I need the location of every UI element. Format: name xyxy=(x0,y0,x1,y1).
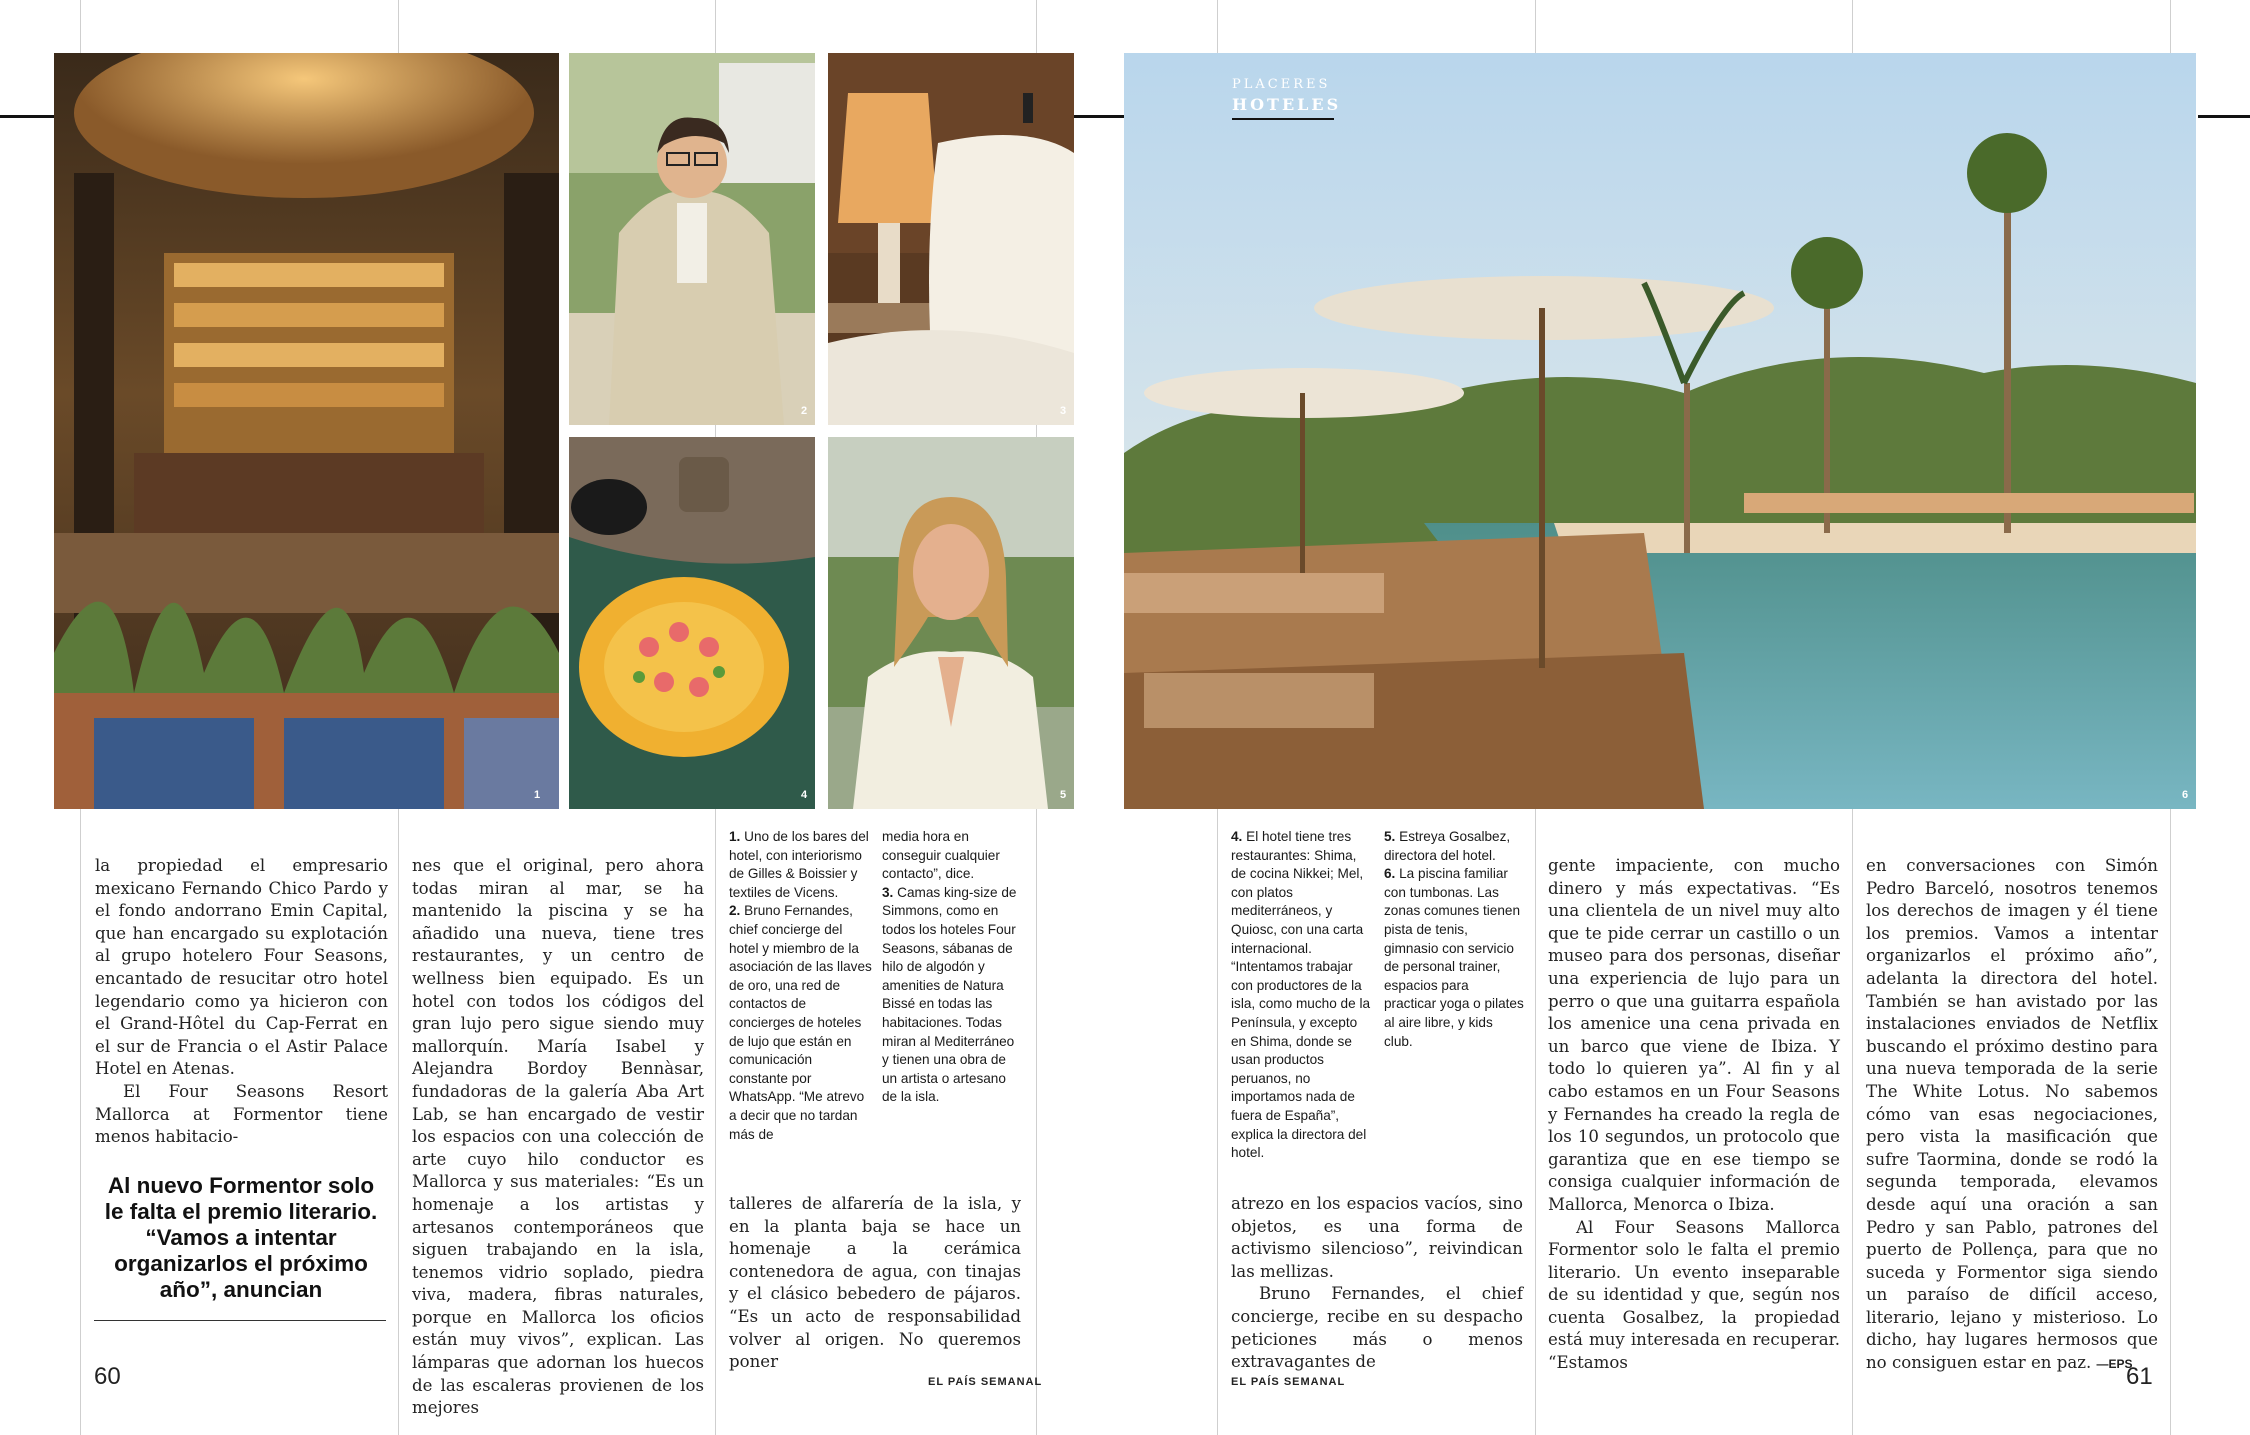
bar-interior-image xyxy=(54,53,559,809)
photo-bar-interior xyxy=(54,53,559,809)
photo-number: 1 xyxy=(534,789,541,801)
footer-masthead-right: EL PAÍS SEMANAL xyxy=(1231,1376,1346,1388)
caption-2-cont: media hora en conseguir cualquier contacto”, dice. xyxy=(882,829,1000,882)
dish-image xyxy=(569,437,815,809)
caption-5: 5. Estreya Gosalbez, directora del hotel. xyxy=(1384,829,1511,863)
footer-masthead-left: EL PAÍS SEMANAL xyxy=(928,1376,1043,1388)
bed-lamp-image xyxy=(828,53,1074,425)
photo-number: 3 xyxy=(1060,405,1067,417)
photo-bed-lamp xyxy=(828,53,1074,425)
concierge-image xyxy=(569,53,815,425)
paragraph: talleres de alfarería de la isla, y en la planta baja se hace un homenaje a la cerámica contenedora de agua, con tinajas y el clásico bebedero de pájaros. “Es un acto de responsabilidad volver al origen. No queremos poner xyxy=(729,1194,1021,1372)
photo-number: 4 xyxy=(801,789,808,801)
signoff: —EPS xyxy=(2096,1357,2133,1372)
caption-2: 2. Bruno Fernandes, chief concierge del hotel y miembro de la asociación de las llaves de oro, una red de contactos de concierges de hoteles de lujo que están en comunicación constante por WhatsApp. “Me atrevo a decir que no tardan más de xyxy=(729,903,872,1142)
caption-4: 4. El hotel tiene tres restaurantes: Shima, de cocina Nikkei; Mel, con platos mediterráneos, y Quiosc, con una carta internacional. “Intentamos trabajar con productores de la isla, como mucho de la Península, y excepto en Shima, donde se usan productos peruanos, no importamos nada de fuera de España”, explica la directora del hotel. xyxy=(1231,829,1371,1161)
section-kicker: PLACERES xyxy=(1232,77,1331,92)
body-column-1 xyxy=(95,855,388,1149)
paragraph: El Four Seasons Resort Mallorca at Formentor tiene menos habitacio- xyxy=(95,1081,388,1147)
photo-pool xyxy=(1124,53,2196,809)
paragraph: Bruno Fernandes, el chief concierge, recibe en su despacho peticiones más o menos extravagantes de xyxy=(1231,1284,1523,1372)
body-column-4 xyxy=(1231,1193,1523,1374)
header-rule-left xyxy=(0,115,54,118)
photo-number: 6 xyxy=(2182,789,2189,801)
body-column-2 xyxy=(412,855,704,1420)
paragraph: gente impaciente, con mucho dinero y más expectativas. “Es una clientela de un nivel muy alto que te pide cerrar un castillo o un museo para dos personas, diseñar una experiencia de lujo para un perro o que una guitarra española los amenice una cena privada en un barco que viene de Ibiza. Y todo lo quieren ya”. Al fin y al cabo estamos en un Four Seasons y Fernandes ha creado la regla de los 10 segundos, un protocolo que garantiza que en ese tiempo se consiga cualquier información de Mallorca, Menorca o Ibiza. xyxy=(1548,856,1840,1214)
photo-concierge-portrait xyxy=(569,53,815,425)
photo-director-portrait xyxy=(828,437,1074,809)
page-number-left: 60 xyxy=(94,1363,121,1390)
paragraph: nes que el original, pero ahora todas miran al mar, se ha mantenido la piscina y se ha añadido una nueva, tiene tres restaurantes, y un centro de wellness bien equipado. Es un hotel con todos los códigos del gran lujo pero sigue siendo muy mallorquín. María Isabel y Alejandra Bordoy Bennàsar, fundadoras de la galería Aba Art Lab, se han encargado de vestir los espacios con una colección de arte cuyo hilo conductor es Mallorca y sus materiales: “Es un homenaje a los artistas y artesanos contemporáneos que siguen trabajando en la isla, tenemos vidrio soplado, piedra viva, madera, fibras naturales, porque en Mallorca los oficios están muy vivos”, explican. Las lámparas que adornan los huecos de las escaleras provienen de los mejores xyxy=(412,856,704,1418)
paragraph: en conversaciones con Simón Pedro Barceló, nosotros tenemos los derechos de imagen y él tiene los premios. Vamos a intentar organizarlos el próximo año”, adelanta la directora del hotel. También se han avistado por las instalaciones enviados de Netflix buscando el próximo destino para una nueva temporada de la serie The White Lotus. No sabemos cómo van esas negociaciones, pero vista la masificación que sufre Taormina, donde se rodó la segunda temporada, elevamos desde aquí una oración a san Pedro y san Pablo, patrones del puerto de Pollença, para que no suceda y Formentor siga siendo un paraíso de difícil acceso, literario, lejano y misterioso. Lo dicho, hay lugares hermosos que no consiguen estar en paz. —EPS xyxy=(1866,856,2158,1373)
page-number-right: 61 xyxy=(2126,1363,2153,1390)
header-rule-center-left xyxy=(1072,115,1126,118)
caption-block-3 xyxy=(1231,828,1371,1163)
paragraph: atrezo en los espacios vacíos, sino objetos, es una forma de activismo silencioso”, reivindican las mellizas. xyxy=(1231,1194,1523,1281)
body-column-3 xyxy=(729,1193,1021,1374)
caption-6: 6. La piscina familiar con tumbonas. Las zonas comunes tienen pista de tenis, gimnasio con servicio de personal trainer, espacios para practicar yoga o pilates al aire libre, y kids club. xyxy=(1384,866,1524,1049)
caption-3: 3. Camas king-size de Simmons, como en todos los hoteles Four Seasons, sábanas de hilo de algodón y amenities de Natura Bissé en todas las habitaciones. Todas miran al Mediterráneo y tienen una obra de un artista o artesano de la isla. xyxy=(882,884,1017,1105)
header-rule-right xyxy=(2198,115,2250,118)
photo-number: 2 xyxy=(801,405,808,417)
caption-block-2 xyxy=(882,828,1022,1107)
paragraph: la propiedad el empresario mexicano Fernando Chico Pardo y el fondo andorrano Emin Capital, que han encargado su explotación al grupo hotelero Four Seasons, encantado de resucitar otro hotel legendario como ya hicieron con el Grand-Hôtel du Cap-Ferrat en el sur de Francia o el Astir Palace Hotel en Atenas. xyxy=(95,856,388,1079)
paragraph: Al Four Seasons Mallorca Formentor solo le falta el premio literario. Un evento inseparable de su identidad y que, según nos cuenta Gosalbez, la propiedad está muy interesada en recuperar. “Estamos xyxy=(1548,1217,1840,1373)
caption-1: 1. Uno de los bares del hotel, con interiorismo de Gilles & Boissier y textiles de Vicens. xyxy=(729,829,869,900)
body-column-5 xyxy=(1548,855,1840,1375)
photo-dish xyxy=(569,437,815,809)
section-underline xyxy=(1232,118,1334,120)
caption-block-1 xyxy=(729,828,874,1144)
caption-block-4 xyxy=(1384,828,1524,1051)
body-column-6 xyxy=(1866,855,2158,1376)
section-title: HOTELES xyxy=(1232,95,1342,114)
pool-image xyxy=(1124,53,2196,809)
pull-quote: Al nuevo Formentor solo le falta el premio literario. “Vamos a intentar organizarlos el próximo año”, anuncian xyxy=(104,1173,378,1302)
director-image xyxy=(828,437,1074,809)
pull-quote-rule xyxy=(94,1320,386,1321)
photo-number: 5 xyxy=(1060,789,1067,801)
